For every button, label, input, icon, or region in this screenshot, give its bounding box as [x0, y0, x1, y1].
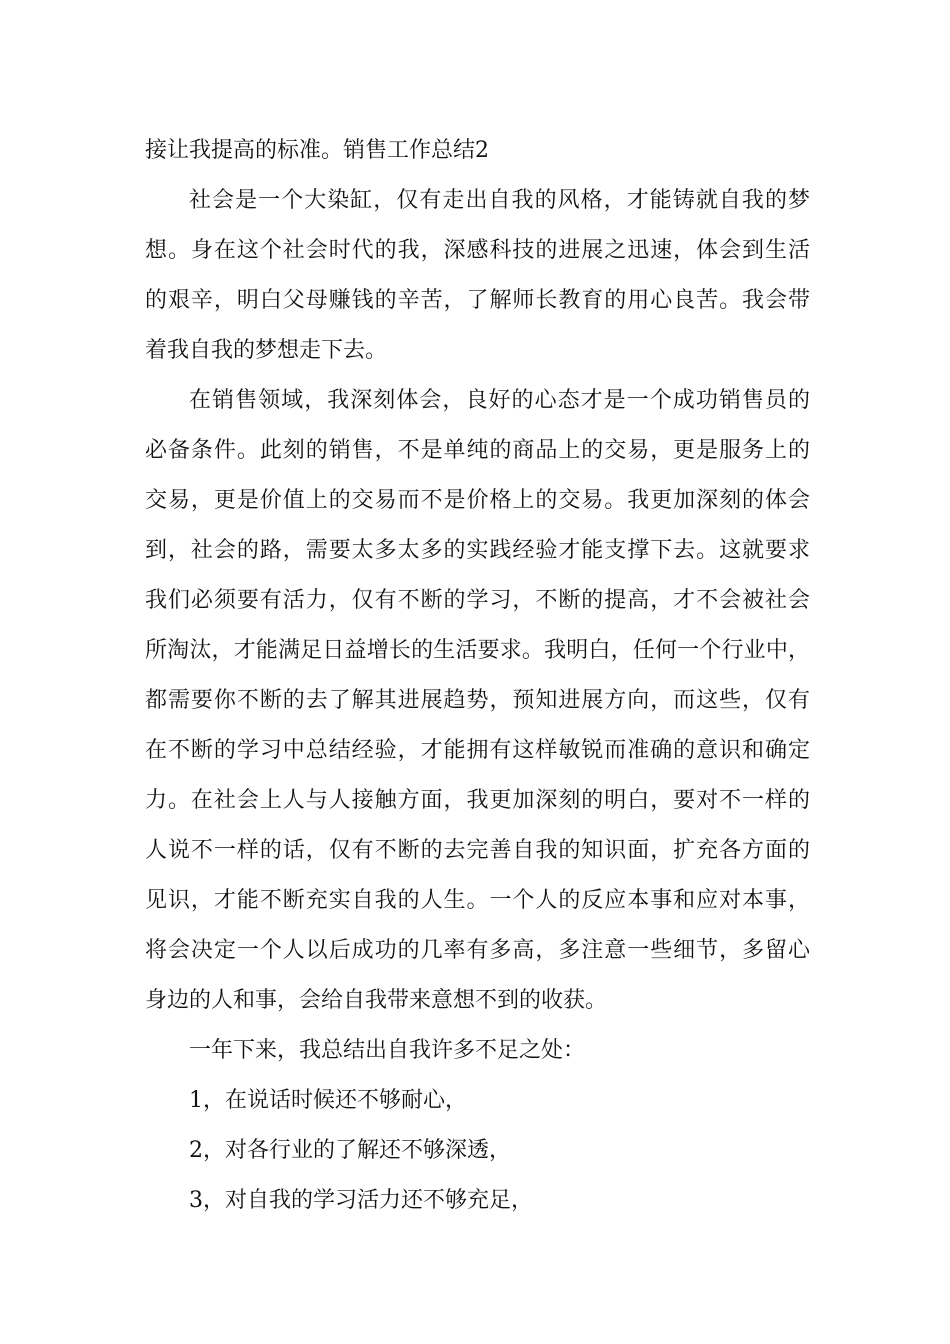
text-line-11: 所淘汰，才能满足日益增长的生活要求。我明白，任何一个行业中，: [145, 638, 810, 663]
text-line-5: 着我自我的梦想走下去。: [145, 338, 388, 363]
text-line-1: 接让我提高的标准。销售工作总结2: [145, 138, 489, 163]
text-line-13: 在不断的学习中总结经验，才能拥有这样敏锐而准确的意识和确定: [145, 738, 810, 763]
text-line-3: 想。身在这个社会时代的我，深感科技的进展之迅速，体会到生活: [145, 238, 810, 263]
text-line-19: 一年下来，我总结出自我许多不足之处：: [189, 1038, 586, 1063]
text-line-6: 在销售领域，我深刻体会，良好的心态才是一个成功销售员的: [189, 388, 810, 413]
text-line-9: 到，社会的路，需要太多太多的实践经验才能支撑下去。这就要求: [145, 538, 810, 563]
text-line-7: 必备条件。此刻的销售，不是单纯的商品上的交易，更是服务上的: [145, 438, 810, 463]
list-item-3: 3，对自我的学习活力还不够充足，: [189, 1188, 533, 1213]
text-line-17: 将会决定一个人以后成功的几率有多高，多注意一些细节，多留心: [145, 938, 810, 963]
text-line-18: 身边的人和事，会给自我带来意想不到的收获。: [145, 988, 608, 1013]
list-item-1: 1，在说话时候还不够耐心，: [189, 1088, 467, 1113]
text-line-8: 交易，更是价值上的交易而不是价格上的交易。我更加深刻的体会: [145, 488, 810, 513]
text-line-4: 的艰辛，明白父母赚钱的辛苦，了解师长教育的用心良苦。我会带: [145, 288, 810, 313]
text-line-15: 人说不一样的话，仅有不断的去完善自我的知识面，扩充各方面的: [145, 838, 810, 863]
text-line-14: 力。在社会上人与人接触方面，我更加深刻的明白，要对不一样的: [145, 788, 810, 813]
text-line-12: 都需要你不断的去了解其进展趋势，预知进展方向，而这些，仅有: [145, 688, 810, 713]
text-line-2: 社会是一个大染缸，仅有走出自我的风格，才能铸就自我的梦: [189, 188, 810, 213]
text-line-10: 我们必须要有活力，仅有不断的学习，不断的提高，才不会被社会: [145, 588, 810, 613]
text-line-16: 见识，才能不断充实自我的人生。一个人的反应本事和应对本事，: [145, 888, 810, 913]
list-item-2: 2，对各行业的了解还不够深透，: [189, 1138, 511, 1163]
